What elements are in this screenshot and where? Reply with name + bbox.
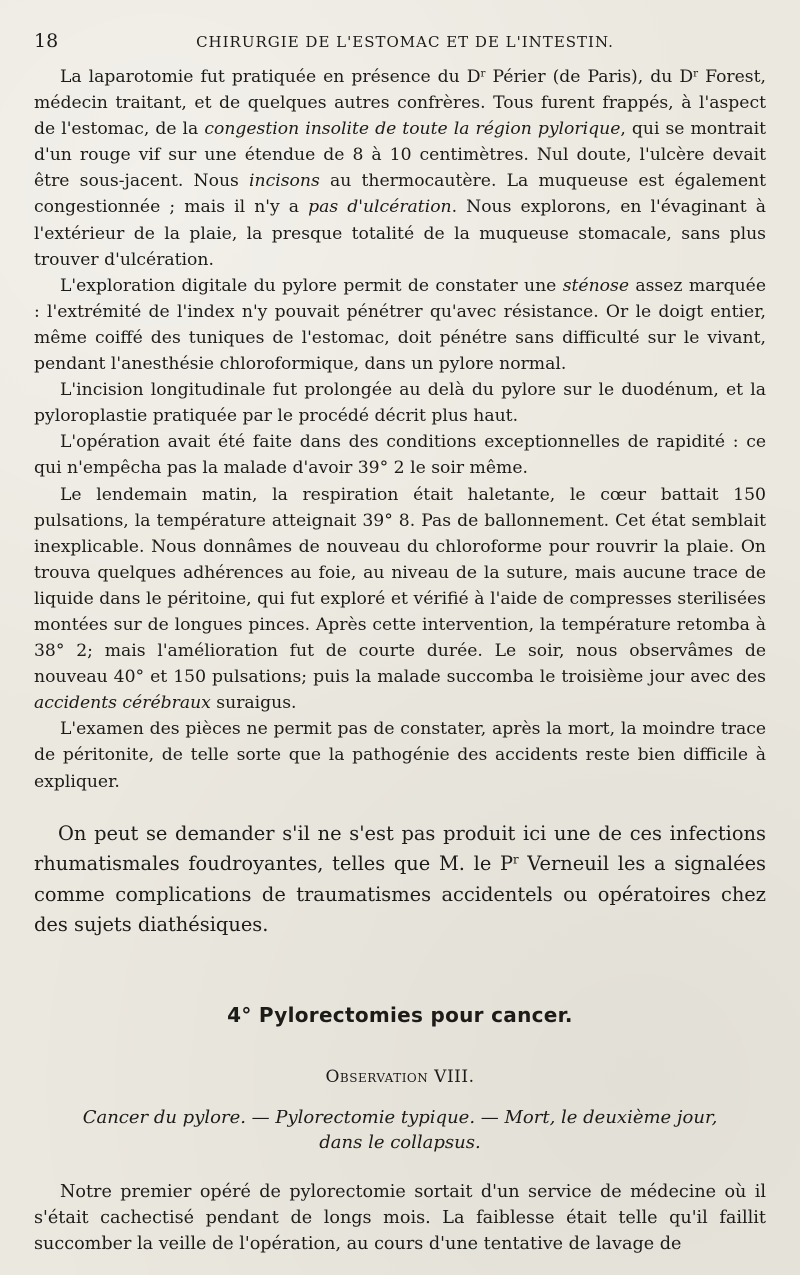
paragraph-exploration: L'exploration digitale du pylore permit de constater une sténose assez marquée : l'extrémité de l'index n'y pouvait pénétrer qu'avec résistance. Or le doigt entier, même coiffé des tuniques de l'estomac, doit pénétre sans difficulté sur le vivant, pendant l'anesthésie chloroformique, dans un pylore normal. bbox=[34, 275, 766, 375]
commentary bbox=[34, 819, 766, 941]
paragraph-operation: L'opération avait été faite dans des conditions exceptionnelles de rapidité : ce qui n'empêcha pas la malade d'avoir 39° 2 le soir même. bbox=[34, 432, 766, 479]
observation-label: Observation VIII. bbox=[325, 1066, 475, 1087]
running-title: CHIRURGIE DE L'ESTOMAC ET DE L'INTESTIN. bbox=[196, 33, 614, 51]
observation-title-line-1: Cancer du pylore. — Pylorectomie typique. — Mort, le deuxième jour, bbox=[82, 1106, 718, 1128]
paragraph-premier-opere: Notre premier opéré de pylorectomie sortait d'un service de médecine où il s'était cachectisé pendant de longs mois. La faiblesse était telle qu'il faillit succomber la veille de l'opération, au cours d'une tentative de lavage de bbox=[34, 1181, 766, 1254]
observation-text-continued bbox=[34, 64, 766, 795]
paragraph-incision: L'incision longitudinale fut prolongée au delà du pylore sur le duodénum, et la pyloroplastie pratiquée par le procédé décrit plus haut. bbox=[34, 380, 766, 427]
paragraph-commentary: On peut se demander s'il ne s'est pas produit ici une de ces infections rhumatismales foudroyantes, telles que M. le $P^r$ Verneuil les a signalées comme complications de traumatismes accidentels ou opératoires chez des sujets diathésiques. bbox=[34, 821, 766, 937]
paragraph-lendemain: Le lendemain matin, la respiration était haletante, le cœur battait 150 pulsations, la température atteignait 39° 8. Pas de ballonnement. Cet état semblait inexplicable. Nous donnâmes de nouveau du chloroforme pour rouvrir la plaie. On trouva quelques adhérences au foie, au niveau de la suture, mais aucune trace de liquide dans le péritoine, qui fut exploré et vérifié à l'aide de compresses sterilisées montées sur de longues pinces. Après cette intervention, la température retomba à 38° 2; mais l'amélioration fut de courte durée. Le soir, nous observâmes de nouveau 40° et 150 pulsations; puis la malade succomba le troisième jour avec des accidents cérébraux suraigus. bbox=[34, 484, 766, 714]
observation-title bbox=[34, 1105, 766, 1155]
observation-title-line-2: dans le collapsus. bbox=[319, 1131, 481, 1153]
section-heading: 4° Pylorectomies pour cancer. bbox=[227, 1002, 573, 1027]
page-number: 18 bbox=[34, 30, 59, 52]
running-header bbox=[34, 30, 766, 64]
observation-text bbox=[34, 1179, 766, 1257]
paragraph-laparotomie: La laparotomie fut pratiquée en présence du $D^r$ Périer (de Paris), du $D^r$ Forest, médecin traitant, et de quelques autres confrères. Tous furent frappés, à l'aspect de l'estomac, de la congestion insolite de toute la région pylorique, qui se montrait d'un rouge vif sur une étendue de 8 à 10 centimètres. Nul doute, l'ulcère devait être sous-jacent. Nous incisons au thermocautère. La muqueuse est également congestionnée ; mais il n'y a pas d'ulcération. Nous explorons, en l'évaginant à l'extérieur de la plaie, la presque totalité de la muqueuse stomacale, sans plus trouver d'ulcération. bbox=[34, 67, 767, 270]
paragraph-examen: L'examen des pièces ne permit pas de constater, après la mort, la moindre trace de péritonite, de telle sorte que la pathogénie des accidents reste bien difficile à expliquer. bbox=[34, 719, 766, 792]
